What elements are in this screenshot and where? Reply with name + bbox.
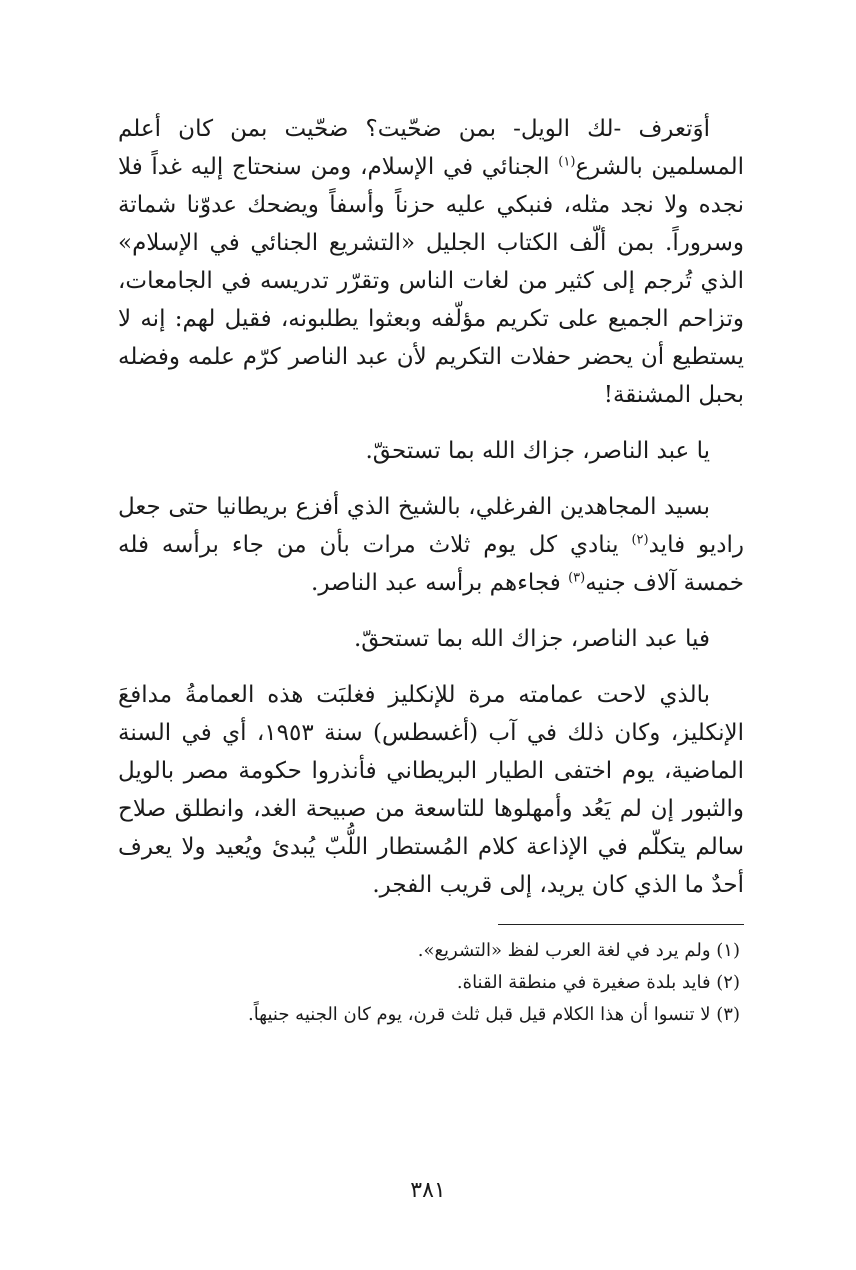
paragraph-3-text-b: ينادي كل يوم ثلاث مرات بأن من جاء برأسه فله خمسة آلاف جنيه [118, 532, 744, 596]
paragraph-4: فيا عبد الناصر، جزاك الله بما تستحقّ. [353, 626, 710, 652]
footnote-divider [498, 924, 744, 925]
footnote-ref-1[interactable]: (١) [558, 154, 576, 170]
footnote-1: (١) ولم يرد في لغة العرب لفظ «التشريع». [417, 940, 740, 961]
paragraph-3 [118, 488, 744, 602]
paragraph-1 [118, 110, 744, 414]
paragraph-3-text-c: فجاءهم برأسه عبد الناصر. [311, 570, 569, 596]
footnote-ref-3[interactable]: (٣) [568, 570, 586, 586]
paragraph-3-text-a: بسيد المجاهدين الفرغلي، بالشيخ الذي أفزع بريطانيا حتى جعل راديو فايد [118, 494, 745, 558]
footnote-ref-2[interactable]: (٢) [631, 532, 649, 548]
paragraph-1-text-b: الجنائي في الإسلام، ومن سنحتاج إليه غداً فلا نجده ولا نجد مثله، فنبكي عليه حزناً وأسفاً ويضحك عدوّنا شماتة وسروراً. بمن ألّف الكتاب الجليل «التشريع الجنائي في الإسلام» الذي تُرجم إلى كثير من لغات الناس وتقرّر تدريسه في الجامعات، وتزاحم الجميع على تكريم مؤلّفه وبعثوا يطلبونه، فقيل لهم: إنه لا يستطيع أن يحضر حفلات التكريم لأن عبد الناصر كرّم علمه وفضله بحبل المشنقة! [118, 154, 744, 408]
page-body [118, 110, 744, 1031]
page-number: ٣٨١ [410, 1178, 446, 1203]
paragraph-1-text-a: أوَتعرف -لك الويل- بمن ضحّيت؟ ضحّيت بمن كان أعلم المسلمين بالشرع [118, 116, 744, 180]
footnotes [118, 935, 744, 1031]
footnote-2: (٢) فايد بلدة صغيرة في منطقة القناة. [456, 972, 740, 993]
footnote-3: (٣) لا تنسوا أن هذا الكلام قيل قبل ثلث قرن، يوم كان الجنيه جنيهاً. [247, 1004, 740, 1025]
paragraph-2: يا عبد الناصر، جزاك الله بما تستحقّ. [365, 438, 710, 464]
paragraph-5: بالذي لاحت عمامته مرة للإنكليز فغلبَت هذه العمامةُ مدافعَ الإنكليز، وكان ذلك في آب (أغسطس) سنة ١٩٥٣، أي في السنة الماضية، يوم اختفى الطيار البريطاني فأنذروا حكومة مصر بالويل والثبور إن لم يَعُد وأمهلوها للتاسعة من صبيحة الغد، وانطلق صلاح سالم يتكلّم في الإذاعة كلام المُستطار اللُّبّ يُبدئ ويُعيد ولا يعرف أحدٌ ما الذي كان يريد، إلى قريب الفجر. [118, 682, 744, 898]
